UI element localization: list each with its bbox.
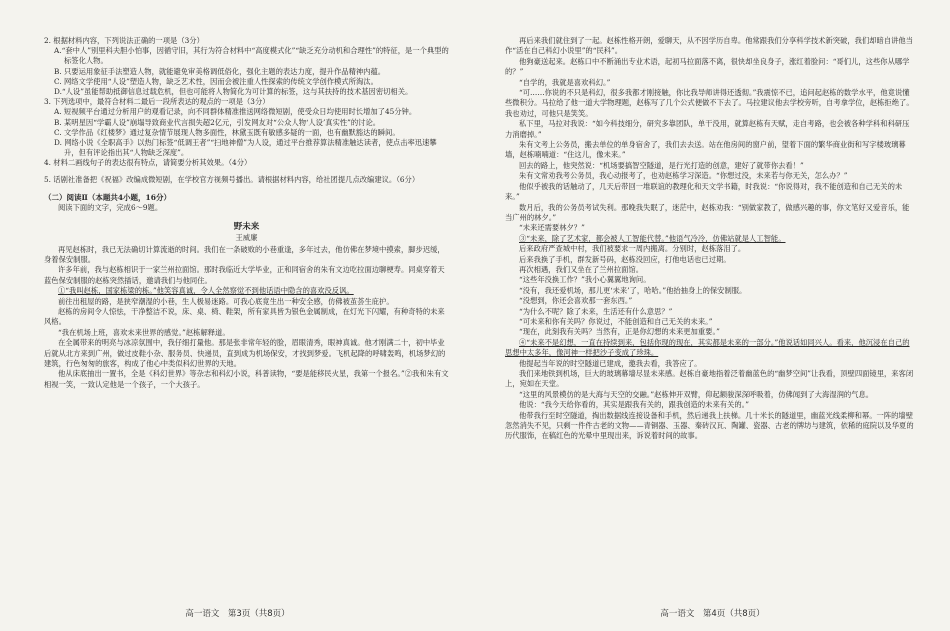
story-paragraph-underlined-4: ④“未来不是幻想，一直在持续到来，包括你现的现在，其实都是未来的一部分。”他说话如同兴人。看来，他沉浸在自己的思想中太多年，像河神一样把沙子变成了珍珠。	[505, 337, 910, 358]
question-2-option-c: C. 网络文学使用“人设”塑造人物，缺乏艺术性，因而会被注重人性探索的传统文学创作模式所淘汰。	[54, 76, 378, 86]
story-paragraph: 朱有文常劝我考公务员，我心动报考了，也劝赵栋学习深造。“你想过没，未来若与你无关，怎么办？”	[519, 171, 848, 181]
story-paragraph: 他说：“我今天给你看的，其实是跟我有关的，跟我创造的未来有关的。”	[519, 400, 750, 410]
story-paragraph-underlined-1: ①“我叫赵栋，国家栋梁的栋。”他笑容真诚，令人全然察觉不到他话语中隐含的喜欢没反讽。	[58, 286, 354, 296]
exam-page-right	[475, 0, 950, 631]
story-paragraph: 再见赵栋时，我已无法确切计算流逝的时间。我们在一条破败的小巷重逢，多年过去，他仿佛在梦境中摸索，脚步迟缓，身着保安制服。	[44, 244, 445, 264]
page-footer-left: 高一语文 第3页（共8页）	[185, 609, 290, 619]
story-paragraph: 他带我行至时空隧道，掏出数据线连接设备和手机，然后递我上扶梯。几十米长的隧道里，幽蓝光线柔柳和幂。一阵的墙壁忽然消失不见，只剩一件件古老的文物——青铜器、玉器、秦砖汉瓦、陶罐、瓷器、古老的牌坊与建筑，依稀的庭院以及华夏的历代服饰，在稿红色的光晕中里现出来，诉说着时间的故事。	[505, 410, 914, 441]
story-paragraph: 数月后，我的公务员考试失利。那晚我失眠了，迷茫中，赵栋劝我：“别做家教了，做感兴趣的事，你文笔好又爱音乐，能当广州的林夕。”	[505, 202, 910, 222]
story-paragraph: 他狗豪送起来。赵栋口中不断涌出专业术语，起初马拉面落不离，很快却坐良身子，涨红着脸问：“哥们儿，这些你从哪学的？”	[505, 56, 910, 77]
story-paragraph: 他从床底抽出一置书，全是《科幻世界》等杂志和科幻小说，科普读物，“要是能移民火星，我第一个报名。”②我和朱有文相视一笑，一致认定他是一个孩子，一个大孩子。	[44, 369, 449, 389]
story-paragraph: 前往出租屋的路，是狭窄潮湿的小巷，生人极易迷路。可我心底竟生出一种安全感，仿佛被茧荟生庇护。	[58, 296, 394, 306]
story-title: 野未来	[233, 221, 260, 232]
story-paragraph: 私下里，马拉对我说：“如今科技细分，研究多靠团队，单干没用，就算赵栋有天赋，走自考路，也会被各种学科和科研压力消磨掉。”	[505, 119, 910, 139]
question-2-stem: 2. 根据材料内容，下列说法正确的一项是（3分）	[44, 36, 204, 45]
question-4-stem: 4. 材料二画线句子的表达很有特点，请简要分析其效果。（4分）	[44, 158, 252, 168]
story-paragraph: 朱有文考上公务员，搬去单位的单身宿舍了，我们去去送。站在他房间的窗户前，望着下面的繁华商业街和写字楼玻璃幕墙，赵栋喃喃道：“住这儿，像未来。”	[505, 140, 906, 160]
story-paragraph: 赵栋的房间令人惊怯，干净整洁不说，床、桌、椅、鞋架，所有家具皆为银色金属制成，在灯光下闪耀，有种奇特的未来风格。	[44, 306, 445, 327]
section-header: （二）阅读Ⅱ（本题共4小题，16分）	[44, 192, 171, 202]
story-paragraph: “这些年没换工作？”我小心翼翼地询问。	[519, 275, 651, 285]
story-paragraph: 在全属带来的明亮与冰凉氛围中，我仔细打量他。那是张非常年轻的脸，眉眼清秀，眼神真诚。他才刚满二十，初中毕业后就从北方来到广州，做过皮鞋小杂、服务员、快递员，直到成为机场保安，才找到梦爱。飞机起降的呼啸轰鸣，机场梦幻的建筑，行色匆匆的旅客，构成了他心中类似科幻世界的天地。	[44, 338, 446, 369]
story-paragraph: “没想到，你还会喜欢那一套东西。”	[519, 296, 633, 306]
story-author: 王威廉	[235, 232, 258, 242]
section-instruction: 阅读下面的文字，完成6～9题。	[58, 203, 163, 213]
story-paragraph: “这里的风景模仿的是大海与天空的交融。”赵栋伸开双臂，仰起额骏深深呼吸着，仿佛闻到了大海湿润的气息。	[519, 389, 874, 399]
question-2-option-a: A.“套中人”别里科夫胆小怕事，因循守旧，其行为符合材料中“高度模式化”“缺乏充分动机和合理性”的特征，是一个典型的标签化人物。	[54, 46, 449, 66]
story-paragraph: 后来我换了手机，群发新号码，赵栋没回应，打他电话也已过期。	[519, 254, 731, 264]
page-footer-right: 高一语文 第4页（共8页）	[660, 609, 765, 619]
story-paragraph: “没有，我还爱机场，那儿更‘未来’了，哈哈。”他抬抽身上的保安制服。	[519, 285, 747, 295]
story-paragraph: 他提起当年说的时空隧道已建成，邀我去看，我答应了。	[519, 358, 702, 368]
question-3-option-b: B. 某明星因“学霸人设”崩塌导致商业代言损失超2亿元，引发网友对“公众人物‘人设’真实性”的讨论。	[54, 117, 381, 127]
story-paragraph-underlined-3: ③“未来，除了艺术家，都会被人工智能代替。”他语气冷冷，仿佛站就是人工智能。	[519, 233, 786, 243]
story-paragraph: “自学的，我就是喜欢科幻。”	[519, 77, 611, 87]
story-paragraph: 回去的路上，他突然说：“机场要搞智空隧道，是行光打造的创意，建好了就带你去看！”	[519, 160, 804, 170]
story-paragraph: 再后来我们就住到了一起。赵栋性格开朗，爱聊天，从不因学历自卑。他常跟我们分享科学技术新突破，我们却暗自讲他当作“活在自己科幻小说里”的“民科”。	[505, 36, 914, 56]
story-text-right	[505, 36, 916, 442]
question-2	[44, 36, 449, 97]
story-paragraph: “我在机场上班，喜欢未来世界的感觉。”赵栋解释道。	[58, 327, 230, 337]
story-text-left	[44, 245, 449, 391]
question-3	[44, 97, 449, 158]
question-3-option-c: C. 文学作品《红楼梦》通过复杂情节展现人物多面性，林黛玉既有敏感多疑的一面，也有幽默豁达的瞬间。	[54, 127, 400, 137]
story-paragraph: 再次相遇，我们又坐在了兰州拉面馆。	[519, 264, 644, 274]
question-5-stem: 5. 话剧社准备把《祝福》改编成微短剧，在学校官方视频号播出。请根据材料内容，给社团提几点改编建议。（6分）	[44, 174, 420, 184]
story-paragraph: “现在，此刻我有关吗？当然有，正是你幻想的未来更加重要。”	[519, 327, 720, 337]
question-3-option-a: A. 短视频平台通过分析用户的观看记录，向不同群体精准推送网络微短剧，使受众日均使用时长增加了45分钟。	[54, 107, 417, 117]
question-3-option-d: D. 网络小说《全职高手》以热门标签“低调王者”“扫地神僧”为人设，通过平台推荐算法精准触达读者，使点击率迅速攀升，但有评论指出其“人物缺乏深度”。	[54, 138, 437, 158]
story-paragraph: 后来政府严查城中村，我们被要求一周内搬离。分别时，赵栋落泪了。	[519, 244, 746, 254]
question-3-stem: 3. 下列选项中，最符合材料二最后一段所表达的观点的一项是（3分）	[44, 97, 270, 107]
story-paragraph: “可未来和你有关吗？你说过，不能创造和自己无关的未来。”	[519, 316, 713, 326]
story-paragraph: “为什么不呢？除了未来，生活还有什么意思？”	[519, 306, 673, 316]
question-2-option-d: D.“人设”虽能帮助抵御信息过载危机，但也可能将人物简化为可计算的标签，这与其扶持的技术基因密切相关。	[54, 87, 413, 97]
story-paragraph: “未来还需要林夕？”	[519, 223, 585, 233]
story-paragraph: 他似乎被我的话触动了，几天后带回一堆联谊的教理化和天文学书籍，时我说：“你说得对，我不能创造和自己无关的未来。”	[505, 181, 903, 202]
question-4	[44, 158, 449, 168]
story-paragraph: 我们来地铁到机场，巨大的玻璃幕墙尽显未来感。赵栋自豪地指着泛着幽蓝色的“幽梦空间”让我看，顶壁四面镜里，来客闭上，宛如在天堂。	[505, 369, 914, 389]
story-paragraph: 许多年前，我与赵栋相识于一家兰州拉面馆。那时我临近大学毕业，正和同宿舍的朱有文边吃拉面边聊梗寿。同桌穿着天蓝色保安制服的赵栋突然插话，邀请我们与他同住。	[44, 265, 445, 285]
story-paragraph: “可……你说的不只是科幻，很多我都才刚接触，你比我导师讲得还透彻。”我震惊不已，追问起赵栋的数学水平，他竟说懂些微积分。马拉给了他一道大学物理题，赵栋写了几个公式便做不下去了。马拉建议他去学校旁听，自考拿学位，赵栋拒绝了。我也劝过，可他只是笑笑。	[505, 88, 914, 118]
question-2-option-b: B. 只要运用象征手法塑造人物，就能避免审美格调低俗化，强化主题的表达力度，提升作品精神内蕴。	[54, 66, 386, 76]
question-5	[44, 175, 449, 185]
